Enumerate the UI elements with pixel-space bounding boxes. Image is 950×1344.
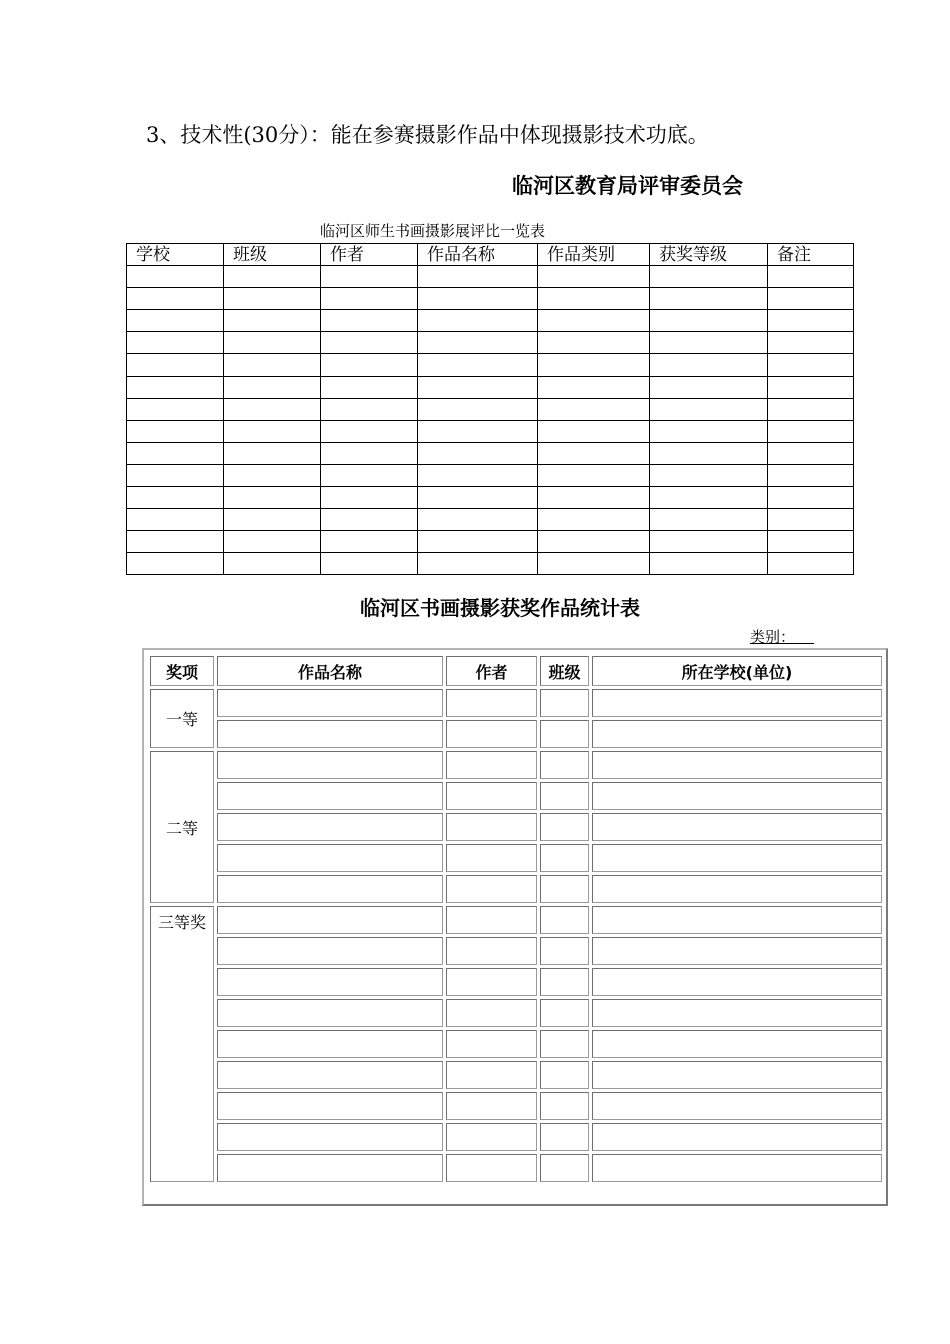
table-cell: [540, 968, 589, 996]
table-cell: [446, 844, 537, 872]
table-cell: [540, 1092, 589, 1120]
table-cell: [446, 1123, 537, 1151]
header-work-title: 作品名称: [217, 656, 443, 686]
third-prize-label: 三等奖: [150, 906, 214, 1182]
table-cell: [446, 813, 537, 841]
table-cell: [446, 937, 537, 965]
table-row: [127, 464, 854, 486]
table-cell: [538, 332, 650, 354]
table-cell: [127, 376, 224, 398]
table-cell: [592, 751, 882, 779]
table-row: [127, 420, 854, 442]
table-cell: [224, 398, 321, 420]
header-school-unit: 所在学校(单位): [592, 656, 882, 686]
table-cell: [650, 376, 768, 398]
table-cell: [446, 782, 537, 810]
table-row: [150, 720, 882, 748]
table-cell: [650, 531, 768, 553]
table-cell: [650, 332, 768, 354]
table2-header-row: [150, 656, 882, 686]
table-cell: [127, 420, 224, 442]
header-work-category: 作品类别: [538, 244, 650, 266]
table-cell: [592, 937, 882, 965]
table-cell: [321, 531, 418, 553]
second-prize-label: 二等: [150, 751, 214, 903]
table-cell: [127, 509, 224, 531]
table-cell: [592, 999, 882, 1027]
header-school: 学校: [127, 244, 224, 266]
table-cell: [418, 376, 538, 398]
header-author: 作者: [321, 244, 418, 266]
table-cell: [217, 937, 443, 965]
table-cell: [217, 1123, 443, 1151]
table-cell: [418, 553, 538, 575]
table-cell: [127, 487, 224, 509]
table-cell: [650, 266, 768, 288]
table-cell: [127, 398, 224, 420]
table-cell: [538, 420, 650, 442]
table-cell: [418, 509, 538, 531]
table-cell: [540, 751, 589, 779]
table-cell: [768, 354, 854, 376]
table-cell: [540, 875, 589, 903]
table-cell: [768, 398, 854, 420]
table-cell: [538, 398, 650, 420]
table-cell: [592, 689, 882, 717]
table-cell: [446, 906, 537, 934]
table-row: [150, 1123, 882, 1151]
table-cell: [217, 844, 443, 872]
table-row: [127, 509, 854, 531]
award-statistics-table: [147, 653, 885, 1185]
table-cell: [321, 354, 418, 376]
table-row: [150, 875, 882, 903]
table-cell: [217, 1154, 443, 1182]
table-cell: [224, 553, 321, 575]
table-cell: [540, 906, 589, 934]
table-cell: [592, 1030, 882, 1058]
table-row: [150, 906, 882, 934]
table-row: [150, 999, 882, 1027]
table-cell: [768, 420, 854, 442]
table1-header-row: [127, 244, 854, 266]
table-row: [127, 398, 854, 420]
table-cell: [217, 720, 443, 748]
table-cell: [768, 266, 854, 288]
table-cell: [418, 420, 538, 442]
table-cell: [127, 553, 224, 575]
table-cell: [127, 266, 224, 288]
table-cell: [217, 968, 443, 996]
table-row: [150, 782, 882, 810]
header-remarks: 备注: [768, 244, 854, 266]
table-cell: [217, 751, 443, 779]
table1-caption: 临河区师生书画摄影展评比一览表: [320, 222, 546, 240]
table-cell: [418, 332, 538, 354]
table-cell: [538, 509, 650, 531]
table-cell: [446, 1061, 537, 1089]
table-cell: [418, 531, 538, 553]
table-cell: [446, 689, 537, 717]
table-cell: [650, 509, 768, 531]
table-cell: [540, 1061, 589, 1089]
table-cell: [217, 813, 443, 841]
table2-title: 临河区书画摄影获奖作品统计表: [360, 596, 640, 620]
table-cell: [540, 1030, 589, 1058]
table-row: [150, 689, 882, 717]
table-cell: [446, 999, 537, 1027]
table-cell: [650, 553, 768, 575]
table-cell: [321, 376, 418, 398]
table-cell: [418, 398, 538, 420]
table-row: [150, 813, 882, 841]
table-cell: [768, 442, 854, 464]
table-cell: [592, 813, 882, 841]
table-cell: [538, 266, 650, 288]
header-author: 作者: [446, 656, 537, 686]
table-cell: [768, 376, 854, 398]
table-cell: [538, 310, 650, 332]
table-cell: [446, 751, 537, 779]
table-cell: [217, 1061, 443, 1089]
table-cell: [127, 442, 224, 464]
first-prize-label: 一等: [150, 689, 214, 748]
table-cell: [321, 509, 418, 531]
table-cell: [446, 875, 537, 903]
table-cell: [418, 266, 538, 288]
header-work-title: 作品名称: [418, 244, 538, 266]
committee-signature: 临河区教育局评审委员会: [512, 174, 743, 198]
table-cell: [650, 310, 768, 332]
table-row: [150, 844, 882, 872]
table-cell: [224, 376, 321, 398]
table-cell: [592, 906, 882, 934]
table-row: [127, 487, 854, 509]
table-cell: [540, 782, 589, 810]
table-cell: [540, 999, 589, 1027]
table-row: [150, 968, 882, 996]
table-cell: [224, 487, 321, 509]
table-cell: [592, 1061, 882, 1089]
table-cell: [418, 288, 538, 310]
table-row: [150, 751, 882, 779]
header-prize: 奖项: [150, 656, 214, 686]
table-cell: [127, 531, 224, 553]
table-cell: [418, 354, 538, 376]
table-cell: [224, 442, 321, 464]
table-cell: [446, 968, 537, 996]
table-row: [127, 332, 854, 354]
table-cell: [768, 310, 854, 332]
table-row: [150, 937, 882, 965]
table-row: [127, 531, 854, 553]
table-cell: [538, 376, 650, 398]
table-cell: [540, 844, 589, 872]
table-cell: [538, 442, 650, 464]
table-cell: [650, 398, 768, 420]
table-cell: [446, 1092, 537, 1120]
criterion-text: 3、技术性(30分）：能在参赛摄影作品中体现摄影技术功底。: [146, 123, 709, 147]
table-cell: [217, 1092, 443, 1120]
table-cell: [217, 999, 443, 1027]
table-cell: [127, 354, 224, 376]
table-row: [150, 1030, 882, 1058]
table-cell: [224, 464, 321, 486]
table-cell: [768, 509, 854, 531]
table-cell: [321, 464, 418, 486]
table-cell: [418, 310, 538, 332]
header-class: 班级: [540, 656, 589, 686]
table-cell: [127, 332, 224, 354]
table-cell: [224, 509, 321, 531]
table-row: [127, 288, 854, 310]
table-row: [127, 442, 854, 464]
table-cell: [446, 1030, 537, 1058]
header-class: 班级: [224, 244, 321, 266]
table-row: [150, 1092, 882, 1120]
table-cell: [768, 531, 854, 553]
category-label: 类别：: [750, 628, 796, 646]
table-cell: [592, 844, 882, 872]
table-cell: [224, 420, 321, 442]
table-cell: [224, 332, 321, 354]
table-cell: [540, 813, 589, 841]
table-cell: [538, 553, 650, 575]
table-cell: [321, 487, 418, 509]
award-statistics-frame: [142, 648, 888, 1206]
table-cell: [538, 464, 650, 486]
table-cell: [217, 1030, 443, 1058]
table-cell: [224, 266, 321, 288]
table-row: [150, 1154, 882, 1182]
table-cell: [127, 288, 224, 310]
table-cell: [592, 720, 882, 748]
table-cell: [768, 487, 854, 509]
table-cell: [217, 782, 443, 810]
table-cell: [650, 354, 768, 376]
table-cell: [592, 1123, 882, 1151]
table-cell: [321, 398, 418, 420]
table-cell: [224, 288, 321, 310]
table-cell: [127, 464, 224, 486]
table-cell: [650, 464, 768, 486]
table-cell: [217, 689, 443, 717]
table-cell: [418, 442, 538, 464]
table-cell: [592, 968, 882, 996]
table-cell: [538, 354, 650, 376]
table-cell: [592, 875, 882, 903]
table-cell: [592, 782, 882, 810]
evaluation-table: [126, 243, 854, 575]
table-cell: [540, 720, 589, 748]
header-award-level: 获奖等级: [650, 244, 768, 266]
table-cell: [650, 442, 768, 464]
table-cell: [224, 531, 321, 553]
table-cell: [650, 420, 768, 442]
table-cell: [592, 1154, 882, 1182]
table-cell: [321, 266, 418, 288]
table-row: [127, 376, 854, 398]
table-cell: [446, 720, 537, 748]
table-cell: [592, 1092, 882, 1120]
table-cell: [538, 531, 650, 553]
table-cell: [768, 332, 854, 354]
table-cell: [217, 906, 443, 934]
table-row: [127, 553, 854, 575]
table-cell: [768, 553, 854, 575]
table-cell: [321, 288, 418, 310]
table-cell: [540, 937, 589, 965]
table-row: [127, 266, 854, 288]
table-cell: [217, 875, 443, 903]
table-cell: [127, 310, 224, 332]
table-cell: [418, 487, 538, 509]
table-cell: [446, 1154, 537, 1182]
table-cell: [418, 464, 538, 486]
table-row: [150, 1061, 882, 1089]
table-cell: [540, 1123, 589, 1151]
table-cell: [321, 310, 418, 332]
table-cell: [538, 288, 650, 310]
table-cell: [768, 464, 854, 486]
table-cell: [540, 1154, 589, 1182]
table-cell: [321, 420, 418, 442]
table-cell: [321, 442, 418, 464]
table-row: [127, 310, 854, 332]
table-cell: [540, 689, 589, 717]
table-cell: [224, 310, 321, 332]
table-cell: [224, 354, 321, 376]
table-cell: [650, 487, 768, 509]
table-cell: [321, 553, 418, 575]
table-cell: [538, 487, 650, 509]
table-cell: [768, 288, 854, 310]
table-cell: [321, 332, 418, 354]
table-row: [127, 354, 854, 376]
table-cell: [650, 288, 768, 310]
